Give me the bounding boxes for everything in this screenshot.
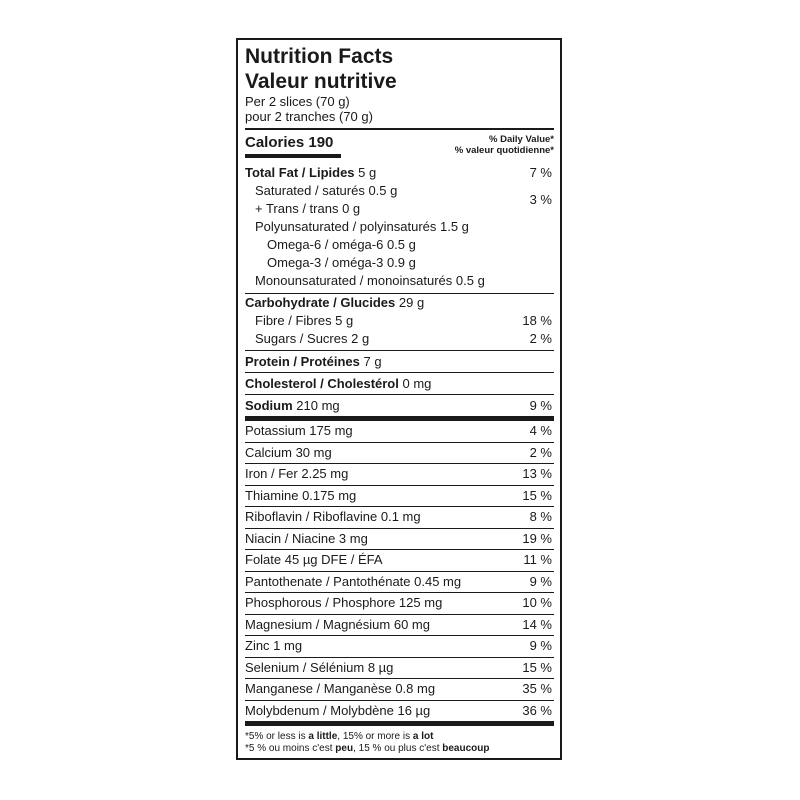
sat-trans-dv: 3 % (529, 192, 552, 207)
omega3-row: Omega-3 / oméga-3 0.9 g (267, 255, 416, 270)
carb-row (245, 294, 554, 312)
mineral-label: Iron / Fer 2.25 mg (245, 466, 349, 481)
mineral-dv: 15 % (522, 659, 552, 675)
serving-en: Per 2 slices (70 g) (245, 94, 350, 109)
mineral-dv: 2 % (529, 444, 552, 460)
protein-row (245, 351, 554, 372)
protein-label: Protein / Protéines (245, 354, 360, 369)
footnote-fr: *5 % ou moins c'est peu, 15 % ou plus c'est beaucoup (245, 743, 490, 754)
mineral-dv: 9 % (529, 638, 552, 653)
mineral-label: Manganese / Manganèse 0.8 mg (245, 681, 436, 696)
nutrition-facts-label (236, 38, 562, 760)
calories-value: 190 (308, 134, 334, 151)
mineral-row (245, 550, 554, 572)
mineral-dv: 4 % (529, 423, 552, 438)
footnote (245, 731, 554, 755)
mineral-label: Folate 45 µg DFE / ÉFA (245, 552, 383, 567)
mineral-label: Niacin / Niacine 3 mg (245, 530, 368, 546)
title-fr: Valeur nutritive (245, 70, 397, 93)
sugars-label: Sugars / Sucres 2 g (255, 331, 370, 346)
mineral-dv: 35 % (522, 681, 552, 696)
fibre-row (245, 312, 554, 330)
trans-row: + Trans / trans 0 g (255, 201, 361, 216)
mineral-row (245, 507, 554, 529)
mineral-row (245, 572, 554, 594)
thick-divider (245, 721, 554, 726)
mineral-dv: 15 % (522, 487, 552, 503)
sodium-amount: 210 mg (296, 398, 340, 413)
mineral-dv: 14 % (522, 616, 552, 632)
calories-bar (245, 154, 341, 158)
protein-amount: 7 g (363, 354, 382, 369)
mineral-dv: 13 % (522, 466, 552, 481)
mineral-label: Thiamine 0.175 mg (245, 487, 357, 503)
sodium-dv: 9 % (529, 398, 552, 413)
mineral-label: Selenium / Sélénium 8 µg (245, 659, 394, 675)
mineral-row (245, 701, 554, 722)
fat-dv: 7 % (529, 165, 552, 180)
fat-row (245, 164, 554, 182)
fibre-dv: 18 % (522, 313, 552, 328)
mineral-dv: 36 % (522, 702, 552, 718)
poly-row: Polyunsaturated / polyinsaturés 1.5 g (255, 219, 469, 234)
mineral-label: Pantothenate / Pantothénate 0.45 mg (245, 573, 462, 589)
minerals-list (245, 421, 554, 721)
fat-label: Total Fat / Lipides (245, 165, 355, 180)
footnote-en: *5% or less is a little, 15% or more is a lot (245, 731, 434, 742)
mineral-label: Potassium 175 mg (245, 423, 353, 438)
carb-label: Carbohydrate / Glucides (245, 295, 396, 310)
mineral-row (245, 464, 554, 486)
sodium-label: Sodium (245, 398, 293, 413)
omega6-row: Omega-6 / oméga-6 0.5 g (267, 237, 416, 252)
mineral-label: Calcium 30 mg (245, 444, 332, 460)
mineral-row (245, 615, 554, 637)
mineral-row (245, 593, 554, 615)
mineral-row (245, 679, 554, 701)
cholesterol-label: Cholesterol / Cholestérol (245, 376, 399, 391)
fat-amount: 5 g (358, 165, 377, 180)
mineral-row (245, 443, 554, 465)
mineral-label: Molybdenum / Molybdène 16 µg (245, 702, 431, 718)
mineral-dv: 8 % (529, 509, 552, 524)
mono-row: Monounsaturated / monoinsaturés 0.5 g (255, 273, 485, 288)
fibre-label: Fibre / Fibres 5 g (255, 313, 354, 328)
mineral-label: Phosphorous / Phosphore 125 mg (245, 595, 443, 610)
sugars-dv: 2 % (529, 331, 552, 346)
cholesterol-row (245, 373, 554, 394)
saturated-row: Saturated / saturés 0.5 g (255, 183, 398, 198)
sodium-row (245, 395, 554, 416)
calories-row (245, 130, 554, 164)
title-en: Nutrition Facts (245, 45, 394, 68)
mineral-dv: 10 % (522, 595, 552, 610)
mineral-dv: 19 % (522, 530, 552, 546)
mineral-row (245, 636, 554, 658)
mineral-dv: 11 % (523, 552, 552, 567)
mineral-label: Riboflavin / Riboflavine 0.1 mg (245, 509, 421, 524)
calories-label: Calories (245, 134, 305, 151)
sugars-row (245, 330, 554, 348)
carb-amount: 29 g (398, 295, 425, 310)
dv-header-en: % Daily Value* (489, 134, 554, 145)
mineral-label: Zinc 1 mg (245, 638, 303, 653)
dv-header-fr: % valeur quotidienne* (454, 145, 554, 156)
mineral-dv: 9 % (529, 573, 552, 589)
mineral-row (245, 529, 554, 551)
mineral-label: Magnesium / Magnésium 60 mg (245, 616, 430, 632)
mineral-row (245, 486, 554, 508)
mineral-row (245, 421, 554, 443)
sat-trans-group (245, 182, 554, 218)
mineral-row (245, 658, 554, 680)
cholesterol-amount: 0 mg (402, 376, 432, 391)
serving-fr: pour 2 tranches (70 g) (245, 109, 373, 124)
